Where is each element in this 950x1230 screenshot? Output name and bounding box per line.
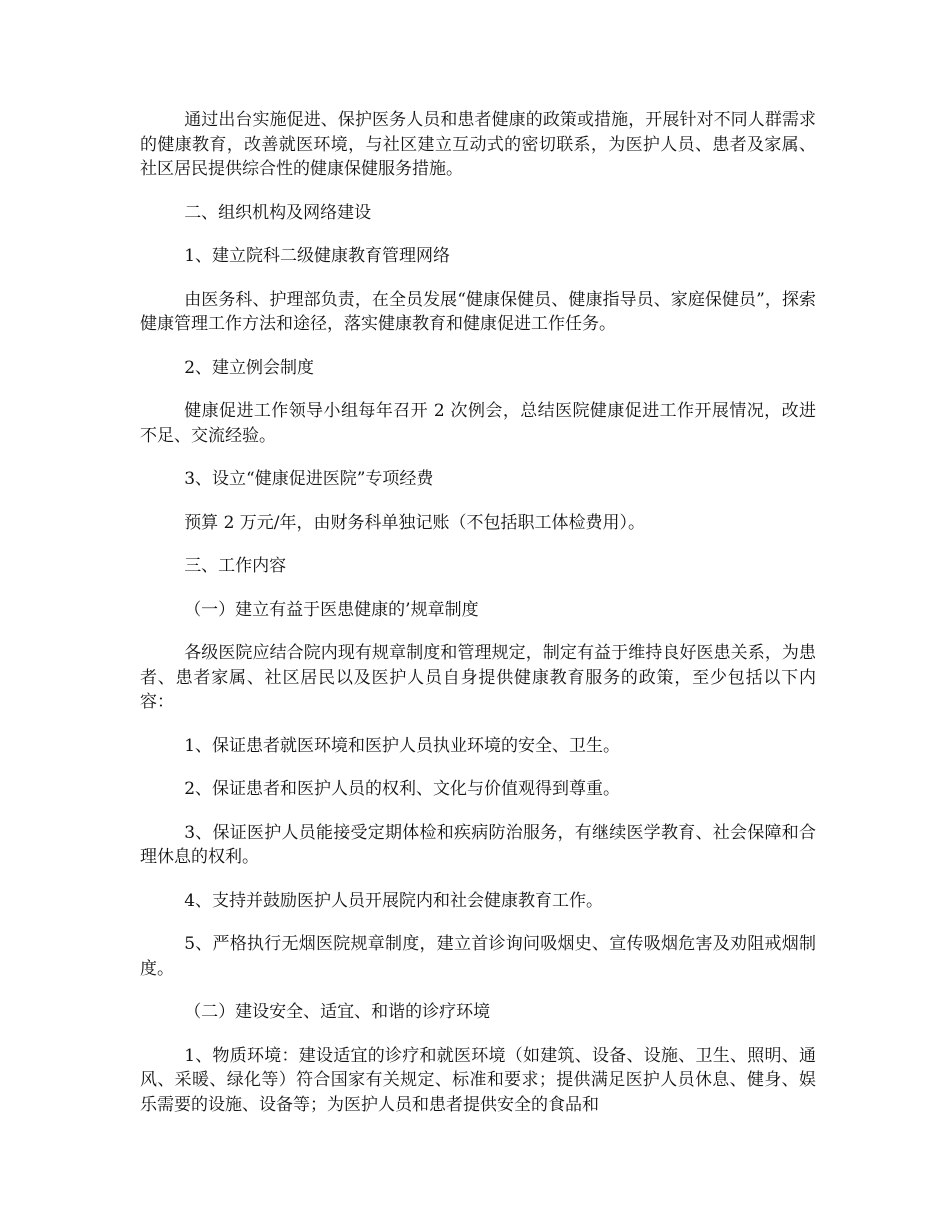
paragraph-environment: 1、物质环境：建设适宜的诊疗和就医环境（如建筑、设备、设施、卫生、照明、通风、采暖、绿化等）符合国家有关规定、标准和要求；提供满足医护人员休息、健身、娱乐需要的设施、设备等；为医护人员和患者提供安全的食品和 [140, 1045, 816, 1115]
section-heading-work: 三、工作内容 [184, 556, 287, 576]
list-item-1: 1、保证患者就医环境和医护人员执业环境的安全、卫生。 [184, 735, 621, 756]
subheading-funding: 3、设立“健康促进医院”专项经费 [184, 469, 434, 489]
subheading-meeting: 2、建立例会制度 [184, 357, 315, 378]
paragraph-funding: 预算 2 万元/年，由财务科单独记账（不包括职工体检费用）。 [184, 512, 646, 533]
paragraph-network: 由医务科、护理部负责，在全员发展“健康保健员、健康指导员、家庭保健员”，探索健康管理工作方法和途径，落实健康教育和健康促进工作任务。 [140, 289, 816, 334]
subheading-network: 1、建立院科二级健康教育管理网络 [184, 246, 451, 266]
list-item-2: 2、保证患者和医护人员的权利、文化与价值观得到尊重。 [184, 779, 621, 799]
paragraph-rules: 各级医院应结合院内现有规章制度和管理规定，制定有益于维持良好医患关系，为患者、患者家属、社区居民以及医护人员自身提供健康教育服务的政策，至少包括以下内容： [140, 643, 816, 712]
document-body [140, 108, 816, 1117]
section-heading-organization: 二、组织机构及网络建设 [184, 202, 372, 223]
subheading-rules: （一）建立有益于医患健康的’规章制度 [184, 599, 479, 620]
paragraph-meeting: 健康促进工作领导小组每年召开 2 次例会，总结医院健康促进工作开展情况，改进不足、交流经验。 [140, 401, 816, 446]
paragraph-intro: 通过出台实施促进、保护医务人员和患者健康的政策或措施，开展针对不同人群需求的健康教育，改善就医环境，与社区建立互动式的密切联系，为医护人员、患者及家属、社区居民提供综合性的健康保健服务措施。 [140, 110, 816, 179]
list-item-5: 5、严格执行无烟医院规章制度，建立首诊询问吸烟史、宣传吸烟危害及劝阻戒烟制度。 [140, 934, 816, 979]
list-item-4: 4、支持并鼓励医护人员开展院内和社会健康教育工作。 [184, 890, 604, 911]
subheading-environment: （二）建设安全、适宜、和谐的诊疗环境 [184, 1002, 491, 1022]
list-item-3: 3、保证医护人员能接受定期体检和疾病防治服务，有继续医学教育、社会保障和合理休息的权利。 [140, 822, 816, 867]
